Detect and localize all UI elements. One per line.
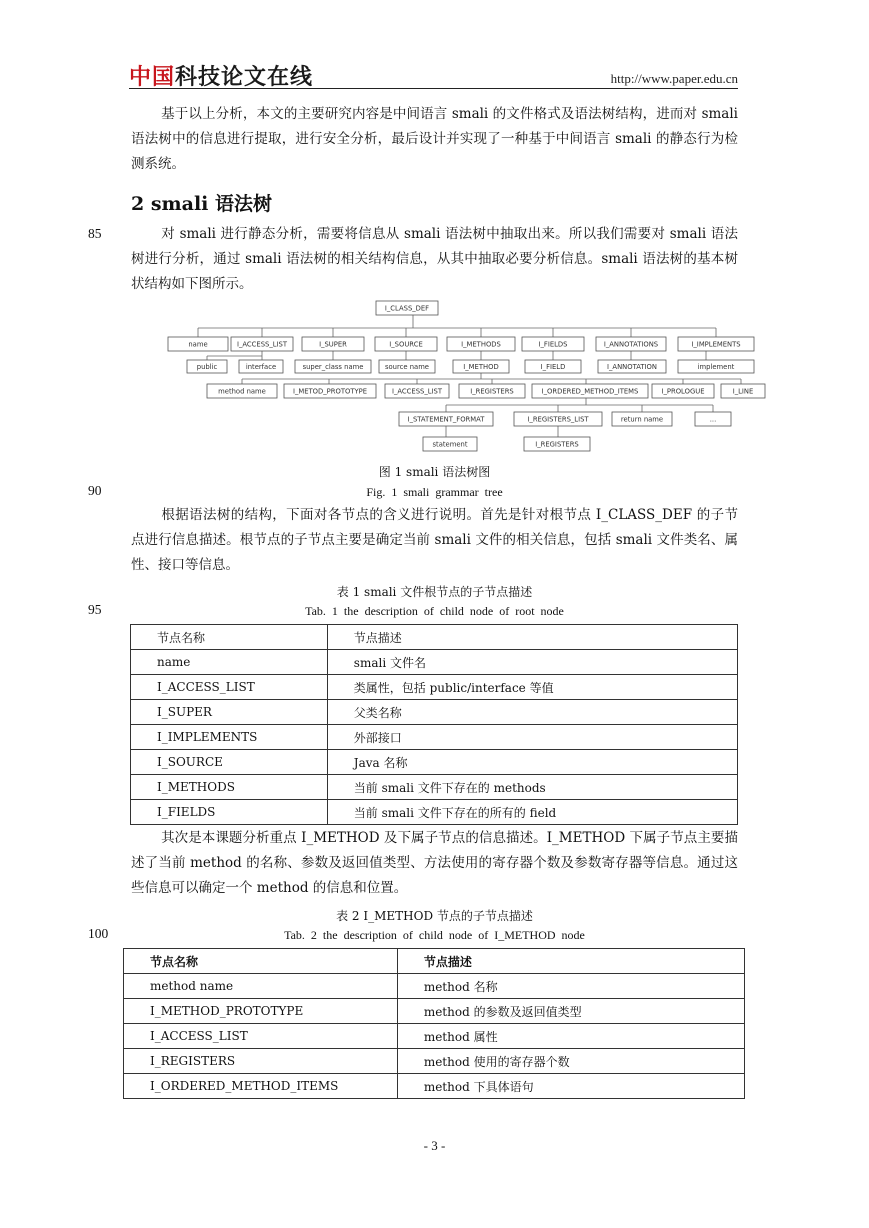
header-url: http://www.paper.edu.cn: [610, 71, 738, 86]
tree-node-access-list: [231, 337, 293, 351]
table-cell: 当前 smali 文件下存在的 methods: [327, 775, 737, 800]
table2-caption-en: Tab. 2 the description of child node of I_METHOD node: [284, 928, 585, 942]
paragraph-tree-intro: 对 smali 进行静态分析，需要将信息从 smali 语法树中抽取出来。所以我们需要对 smali 语法树进行分析，通过 smali 语法树的相关结构信息，从其中抽取必要分析信息。smali 语法树的基本树状结构如下图所示。: [131, 226, 738, 292]
svg-text:I_METOD_PROTOTYPE: I_METOD_PROTOTYPE: [292, 387, 368, 396]
tree-node-return-name: [612, 412, 672, 426]
svg-text:I_PROLOGUE: I_PROLOGUE: [661, 387, 705, 396]
table-row: [124, 974, 745, 999]
table-row: [124, 1024, 745, 1049]
tree-node-name: [168, 337, 228, 351]
table-header-cell: 节点描述: [397, 949, 744, 974]
line-number: 90: [88, 483, 102, 498]
tree-node-source-name: [379, 360, 435, 373]
tree-node-metod-prototype: [284, 384, 376, 398]
svg-text:I_REGISTERS: I_REGISTERS: [535, 440, 579, 449]
table-cell: I_ORDERED_METHOD_ITEMS: [124, 1074, 398, 1099]
table-header-cell: 节点名称: [124, 949, 398, 974]
tree-node-statement-format: [399, 412, 493, 426]
smali-grammar-tree-figure: [163, 294, 767, 460]
table-header-cell: 节点名称: [131, 625, 328, 650]
svg-text:I_FIELD: I_FIELD: [540, 363, 566, 371]
svg-text:I_ORDERED_METHOD_ITEMS: I_ORDERED_METHOD_ITEMS: [541, 387, 639, 396]
table-cell: I_SOURCE: [131, 750, 328, 775]
table-cell: 外部接口: [327, 725, 737, 750]
paragraph-intro: 基于以上分析，本文的主要研究内容是中间语言 smali 的文件格式及语法树结构，进而对 smali 语法树中的信息进行提取，进行安全分析，最后设计并实现了一种基于中间语言 smali 的静态行为检测系统。: [131, 106, 738, 172]
line-number: 85: [88, 226, 102, 241]
svg-text:I_ANNOTATIONS: I_ANNOTATIONS: [603, 340, 659, 349]
tree-node-public: [187, 360, 227, 373]
tree-node-ordered-method-items: [532, 384, 648, 398]
table-row: [124, 1049, 745, 1074]
table-cell: method 使用的寄存器个数: [397, 1049, 744, 1074]
tree-node-method-access-list: [385, 384, 449, 398]
svg-text:I_ACCESS_LIST: I_ACCESS_LIST: [391, 387, 443, 396]
table-cell: method 的参数及返回值类型: [397, 999, 744, 1024]
table-root-children: [130, 624, 738, 825]
svg-text:I_STATEMENT_FORMAT: I_STATEMENT_FORMAT: [407, 415, 485, 424]
table-cell: I_IMPLEMENTS: [131, 725, 328, 750]
tree-node-registers: [459, 384, 525, 398]
svg-text:implement: implement: [697, 363, 735, 371]
table-cell: 类属性，包括 public/interface 等值: [327, 675, 737, 700]
line-number: 95: [88, 602, 102, 617]
tree-node-methods: [447, 337, 515, 351]
svg-text:I_CLASS_DEF: I_CLASS_DEF: [384, 304, 430, 313]
tree-node-method: [453, 360, 509, 373]
section-title: 2 smali 语法树: [131, 193, 272, 215]
table-method-children: [123, 948, 745, 1099]
line-number: 100: [88, 926, 109, 941]
tree-node-class-def: [376, 301, 438, 315]
table-cell: smali 文件名: [327, 650, 737, 675]
svg-text:return name: return name: [620, 415, 664, 424]
svg-text:I_REGISTERS_LIST: I_REGISTERS_LIST: [527, 415, 589, 424]
table-cell: Java 名称: [327, 750, 737, 775]
svg-text:I_SOURCE: I_SOURCE: [389, 340, 423, 349]
table1-caption-en: Tab. 1 the description of child node of root node: [305, 604, 564, 618]
header-divider: [129, 88, 738, 89]
table-row: [131, 725, 738, 750]
svg-text:I_IMPLEMENTS: I_IMPLEMENTS: [691, 340, 741, 349]
svg-text:I_METHOD: I_METHOD: [463, 363, 499, 371]
svg-text:statement: statement: [432, 440, 468, 449]
table-cell: I_SUPER: [131, 700, 328, 725]
table-row: [124, 1074, 745, 1099]
figure-caption-en: Fig. 1 smali grammar tree: [366, 485, 503, 499]
table-row: [131, 800, 738, 825]
tree-node-method-name: [207, 384, 277, 398]
svg-text:I_SUPER: I_SUPER: [319, 340, 347, 349]
tree-node-implement: [678, 360, 754, 373]
figure-caption-cn: 图 1 smali 语法树图: [378, 465, 491, 479]
tree-node-super: [302, 337, 364, 351]
svg-text:I_ANNOTATION: I_ANNOTATION: [607, 363, 657, 371]
table-cell: I_REGISTERS: [124, 1049, 398, 1074]
table2-caption-cn: 表 2 I_METHOD 节点的子节点描述: [336, 909, 533, 923]
table-cell: method 名称: [397, 974, 744, 999]
svg-text:I_LINE: I_LINE: [732, 387, 754, 396]
table-cell: I_ACCESS_LIST: [131, 675, 328, 700]
svg-text:method name: method name: [218, 387, 266, 396]
table-cell: 当前 smali 文件下存在的所有的 field: [327, 800, 737, 825]
svg-text:I_ACCESS_LIST: I_ACCESS_LIST: [236, 340, 288, 349]
table-row: [131, 675, 738, 700]
tree-node-ellipsis: [695, 412, 731, 426]
table-cell: 父类名称: [327, 700, 737, 725]
table-cell: I_METHODS: [131, 775, 328, 800]
svg-text:interface: interface: [245, 363, 277, 371]
table-cell: name: [131, 650, 328, 675]
tree-node-fields: [522, 337, 584, 351]
table-header-row: [131, 625, 738, 650]
svg-text:super_class name: super_class name: [302, 363, 364, 371]
svg-text:I_REGISTERS: I_REGISTERS: [470, 387, 514, 396]
table-cell: I_ACCESS_LIST: [124, 1024, 398, 1049]
svg-text:name: name: [188, 340, 208, 349]
table-cell: method 下具体语句: [397, 1074, 744, 1099]
svg-text:source name: source name: [384, 363, 430, 371]
table-row: [131, 750, 738, 775]
table-header-cell: 节点描述: [327, 625, 737, 650]
table1-caption-cn: 表 1 smali 文件根节点的子节点描述: [336, 585, 533, 599]
tree-node-registers-leaf: [524, 437, 590, 451]
tree-node-field: [525, 360, 581, 373]
tree-node-line: [721, 384, 765, 398]
table-cell: method 属性: [397, 1024, 744, 1049]
svg-text:I_FIELDS: I_FIELDS: [538, 340, 568, 349]
svg-text:I_METHODS: I_METHODS: [461, 340, 501, 349]
tree-node-prologue: [652, 384, 714, 398]
table-cell: I_METHOD_PROTOTYPE: [124, 999, 398, 1024]
table-row: [124, 999, 745, 1024]
table-row: [131, 700, 738, 725]
journal-logo: 中国科技论文在线: [129, 65, 314, 90]
table-cell: method name: [124, 974, 398, 999]
table-row: [131, 775, 738, 800]
tree-node-implements: [678, 337, 754, 351]
tree-node-source: [375, 337, 437, 351]
tree-node-super-class-name: [295, 360, 371, 373]
page-number: - 3 -: [423, 1138, 446, 1153]
table-row: [131, 650, 738, 675]
table-header-row: [124, 949, 745, 974]
paragraph-root-node: 根据语法树的结构，下面对各节点的含义进行说明。首先是针对根节点 I_CLASS_DEF 的子节点进行信息描述。根节点的子节点主要是确定当前 smali 文件的相关信息，包括 smali 文件类名、属性、接口等信息。: [131, 507, 738, 573]
paragraph-method-node: 其次是本课题分析重点 I_METHOD 及下属子节点的信息描述。I_METHOD 下属子节点主要描述了当前 method 的名称、参数及返回值类型、方法使用的寄存器个数及参数寄存器等信息。通过这些信息可以确定一个 method 的信息和位置。: [131, 830, 738, 896]
tree-node-annotation: [598, 360, 666, 373]
tree-node-annotations: [596, 337, 666, 351]
tree-node-statement: [423, 437, 477, 451]
svg-text:...: ...: [709, 415, 717, 424]
tree-node-interface: [239, 360, 283, 373]
tree-node-registers-list: [514, 412, 602, 426]
table-cell: I_FIELDS: [131, 800, 328, 825]
svg-text:public: public: [196, 363, 218, 371]
